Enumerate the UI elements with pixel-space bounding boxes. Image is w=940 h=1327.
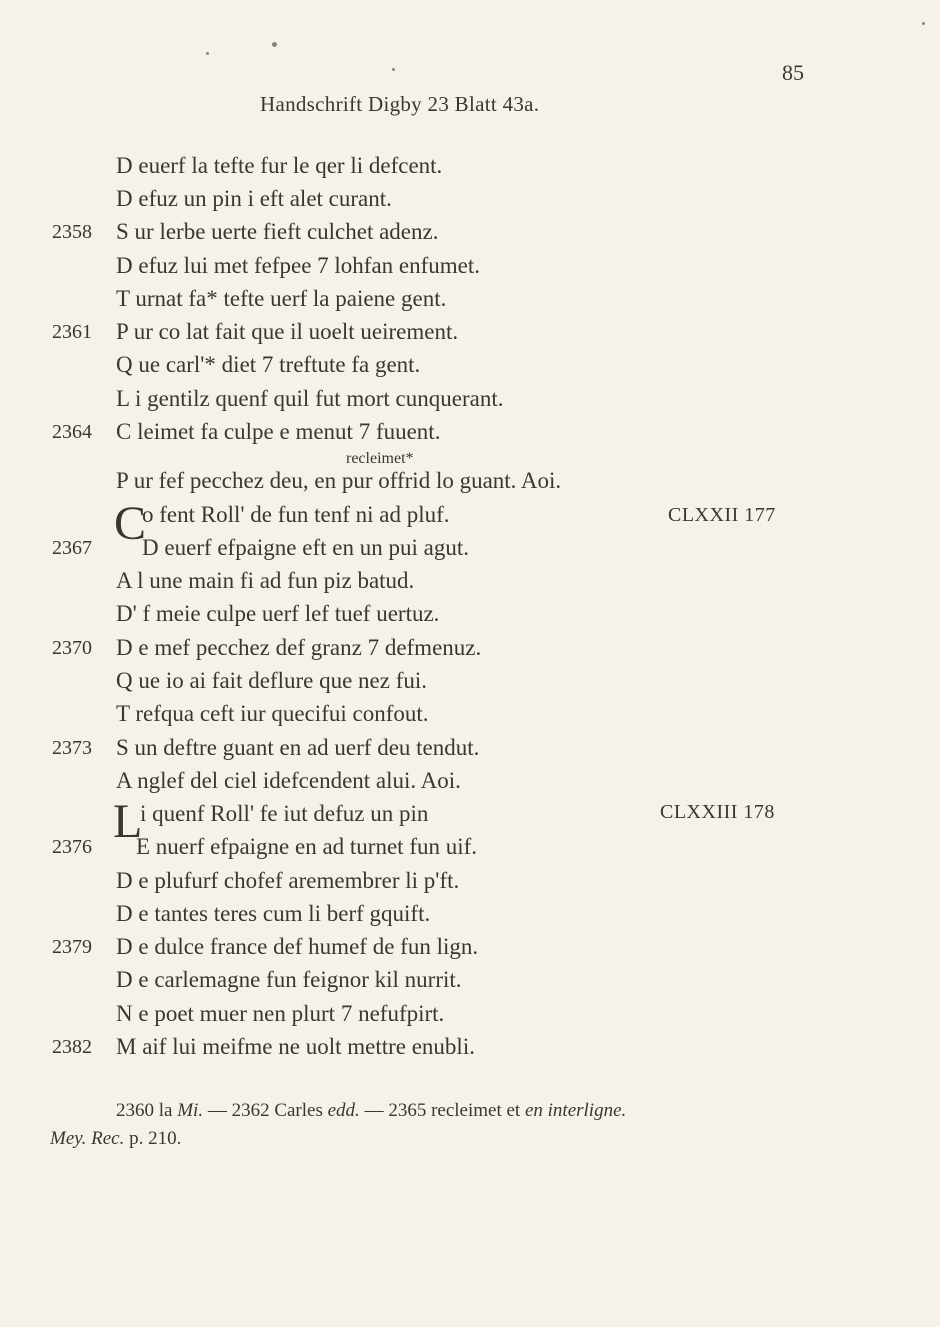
verse-line: D euerf efpaigne eft en un pui agut. (142, 535, 469, 560)
footnote-abbrev: en interligne. (524, 1100, 627, 1121)
verse-line: D e dulce france def humef de fun lign. (116, 934, 479, 959)
verse-line: T refqua ceft iur quecifui confout. (116, 701, 429, 726)
margin-laisse-label: CLXXIII 178 (660, 801, 775, 823)
verse-line: D e carlemagne fun feignor kil nurrit. (116, 967, 462, 992)
speck (206, 52, 209, 55)
decorated-initial: C (114, 497, 147, 550)
speck (392, 68, 395, 71)
line-number: 2364 (52, 421, 92, 443)
verse-line: P ur fef pecchez deu, en pur offrid lo guant. Aoi. (116, 468, 562, 493)
verse-line: P ur co lat fait que il uoelt ueirement. (116, 319, 459, 344)
interlinear-note: recleimet* (346, 450, 414, 467)
line-number: 2376 (52, 836, 92, 858)
line-number: 2370 (52, 637, 92, 659)
decorated-initial: L (113, 795, 143, 848)
line-number: 2382 (52, 1036, 92, 1058)
verse-line: o fent Roll' de fun tenf ni ad pluf. (142, 502, 450, 527)
footnote-abbrev: Mey. Rec. (50, 1128, 125, 1149)
verse-line: D e mef pecchez def granz 7 defmenuz. (116, 635, 482, 660)
verse-line: N e poet muer nen plurt 7 nefufpirt. (116, 1001, 445, 1026)
margin-laisse-label: CLXXII 177 (668, 504, 776, 526)
line-number: 2373 (52, 737, 92, 759)
verse-line: i quenf Roll' fe iut defuz un pin (140, 801, 429, 826)
footnote-text: — 2362 Carles (203, 1100, 328, 1121)
running-title: Handschrift Digby 23 Blatt 43a. (260, 92, 540, 116)
footnote-line (116, 1101, 626, 1120)
speck (272, 42, 277, 47)
footnote-text: — 2365 recleimet et (359, 1100, 525, 1121)
verse-line: C leimet fa culpe e menut 7 fuuent. (116, 419, 441, 444)
line-number: 2367 (52, 537, 92, 559)
page-number: 85 (782, 60, 804, 85)
verse-line: D efuz un pin i eft alet curant. (116, 186, 392, 211)
footnote-line (50, 1129, 181, 1148)
verse-line: T urnat fa* tefte uerf la paiene gent. (116, 286, 447, 311)
speck (922, 22, 925, 25)
line-number: 2358 (52, 221, 92, 243)
verse-line: A nglef del ciel idefcendent alui. Aoi. (116, 768, 461, 793)
footnote-text: p. 210. (124, 1128, 182, 1149)
verse-line: D euerf la tefte fur le qer li defcent. (116, 153, 443, 178)
verse-line: D efuz lui met fefpee 7 lohfan enfumet. (116, 253, 481, 278)
verse-line: D e plufurf chofef aremembrer li p'ft. (116, 868, 460, 893)
line-number: 2379 (52, 936, 92, 958)
verse-line: S un deftre guant en ad uerf deu tendut. (116, 735, 480, 760)
line-number: 2361 (52, 321, 92, 343)
verse-line: Q ue carl'* diet 7 treftute fa gent. (116, 352, 421, 377)
verse-line: S ur lerbe uerte fieft culchet adenz. (116, 219, 439, 244)
verse-line: Q ue io ai fait deflure que nez fui. (116, 668, 428, 693)
footnote-abbrev: edd. (327, 1100, 360, 1121)
footnote-abbrev: Mi. (177, 1100, 204, 1121)
verse-line: E nuerf efpaigne en ad turnet fun uif. (136, 834, 478, 859)
verse-line: D e tantes teres cum li berf gquift. (116, 901, 431, 926)
footnote-text: 2360 la (116, 1100, 178, 1121)
verse-line: D' f meie culpe uerf lef tuef uertuz. (116, 601, 440, 626)
verse-line: L i gentilz quenf quil fut mort cunquerant. (116, 386, 504, 411)
verse-line: A l une main fi ad fun piz batud. (116, 568, 415, 593)
verse-line: M aif lui meifme ne uolt mettre enubli. (116, 1034, 475, 1059)
